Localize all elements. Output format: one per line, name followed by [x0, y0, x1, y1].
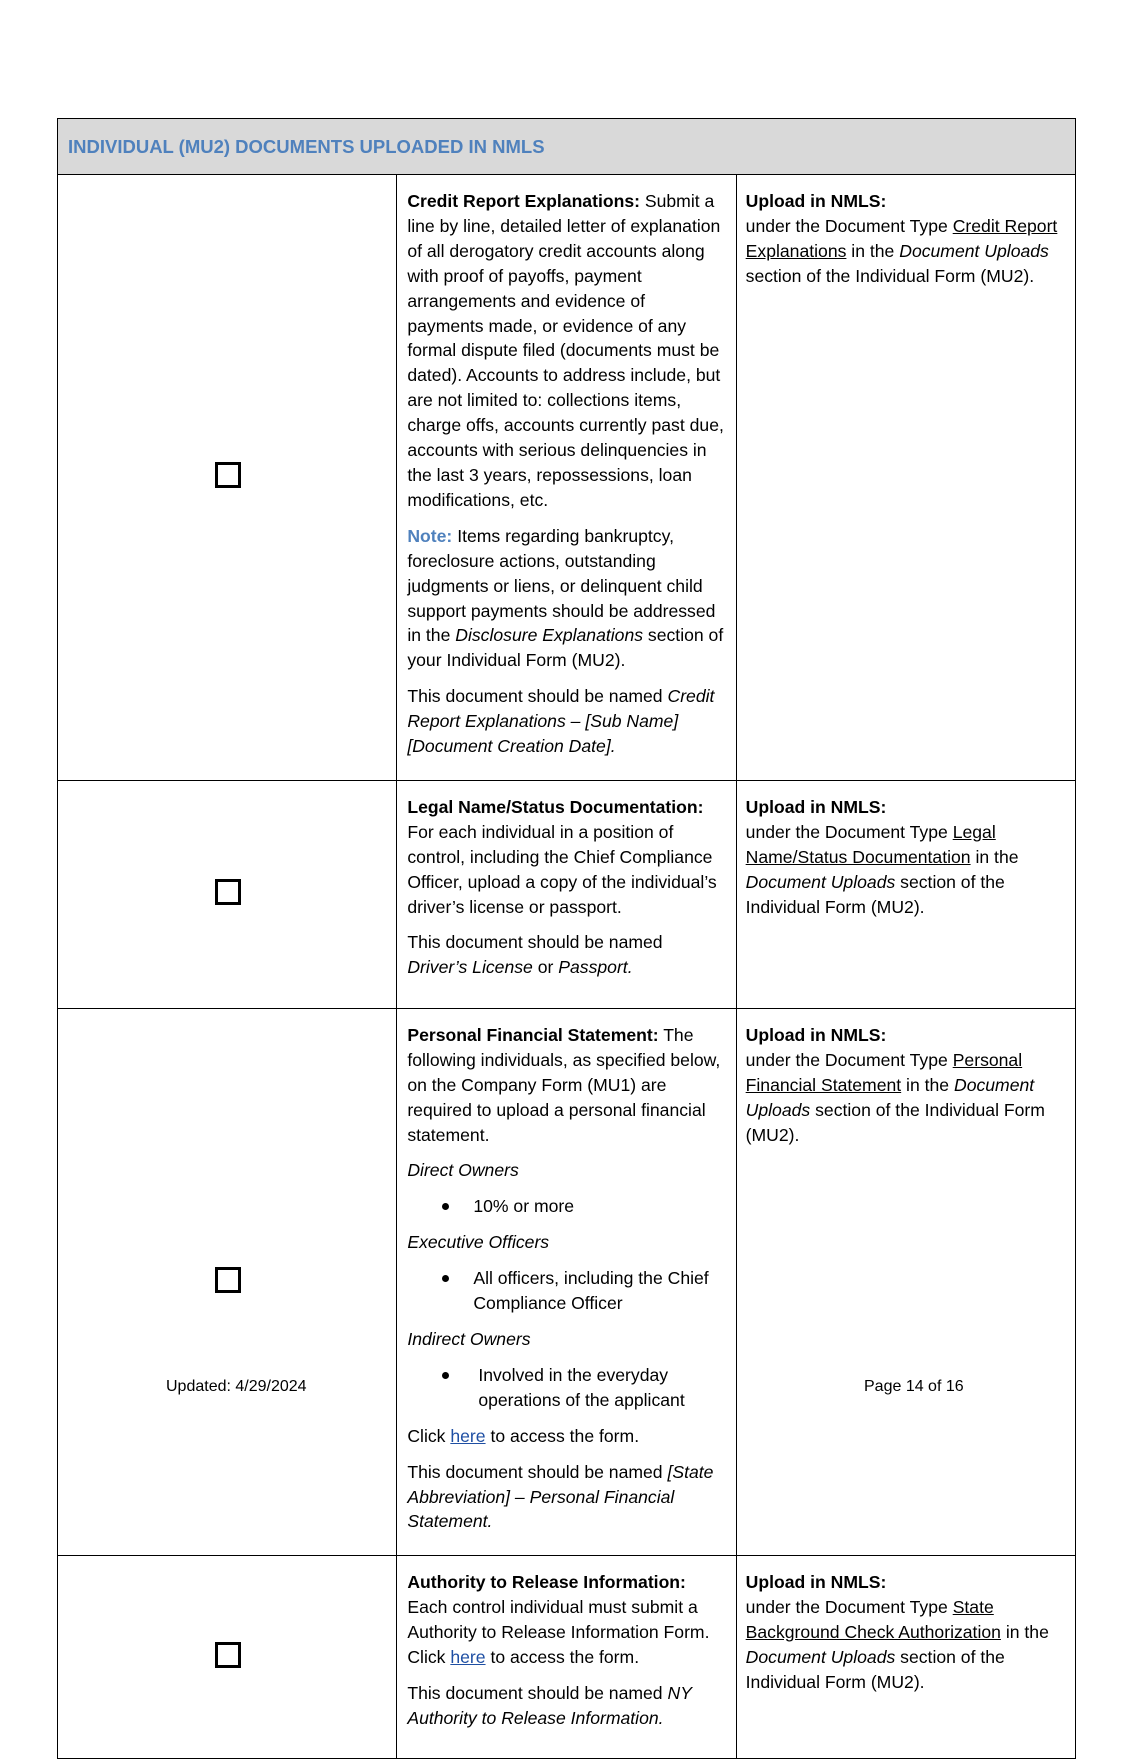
- form-link[interactable]: here: [450, 1425, 486, 1446]
- description-paragraph: [407, 1023, 725, 1148]
- description-cell: [397, 1556, 736, 1759]
- naming-prefix: This document should be named: [407, 1682, 663, 1703]
- naming-paragraph: [407, 1681, 725, 1731]
- list-item: 10% or more: [407, 1194, 725, 1219]
- upload-mid: in the: [1005, 1622, 1049, 1643]
- section-header-row: [58, 119, 1076, 175]
- table-row: [58, 1008, 1076, 1555]
- note-paragraph: [407, 524, 725, 673]
- item-body: The following individuals, as specified below, on the Company Form (MU1) are required to upload a personal financial statement.: [407, 1024, 721, 1145]
- document-name-alt: Passport.: [558, 957, 633, 978]
- description-paragraph: [407, 189, 725, 513]
- upload-mid: in the: [906, 1074, 950, 1095]
- item-heading: Credit Report Explanations:: [407, 191, 640, 211]
- upload-heading: Upload in NMLS:: [745, 191, 887, 211]
- upload-prefix: under the Document Type: [745, 1049, 948, 1070]
- item-body: For each individual in a position of control, including the Chief Compliance Officer, upload a copy of the individual’s driver’s license or passport.: [407, 821, 717, 917]
- note-text: Items regarding bankruptcy, foreclosure actions, outstanding judgments or liens, or delinquent child support payments should be addressed in the: [407, 525, 716, 646]
- upload-mid: in the: [851, 240, 895, 261]
- checkbox[interactable]: [215, 1267, 241, 1293]
- checkbox-cell: [58, 175, 397, 781]
- naming-prefix: This document should be named: [407, 932, 663, 953]
- naming-paragraph: [407, 684, 725, 759]
- naming-or: or: [537, 957, 554, 978]
- upload-cell: [736, 780, 1075, 1008]
- bullet-list: [407, 1363, 725, 1413]
- upload-suffix: section of the Individual Form (MU2).: [745, 1099, 1045, 1145]
- upload-cell: [736, 1556, 1075, 1759]
- table-row: [58, 780, 1076, 1008]
- upload-section: Document Uploads: [745, 1647, 896, 1668]
- click-suffix: to access the form.: [490, 1425, 640, 1446]
- list-item: Involved in the everyday operations of the applicant: [407, 1363, 725, 1413]
- note-text-end: section of your Individual Form (MU2).: [407, 625, 724, 671]
- click-prefix: Click: [407, 1425, 446, 1446]
- click-suffix: to access the form.: [490, 1647, 640, 1668]
- upload-cell: [736, 1008, 1075, 1555]
- checkbox[interactable]: [215, 1642, 241, 1668]
- form-link[interactable]: here: [450, 1647, 486, 1668]
- group-title-text: Indirect Owners: [407, 1329, 531, 1349]
- document-type: Credit Report Explanations: [745, 215, 1058, 261]
- click-paragraph: [407, 1424, 725, 1449]
- item-heading: Personal Financial Statement:: [407, 1024, 659, 1045]
- document-name: [State Abbreviation] – Personal Financial Statement.: [407, 1461, 714, 1532]
- page-number: Page 14 of 16: [864, 1378, 964, 1395]
- table-row: [58, 1556, 1076, 1759]
- upload-prefix: under the Document Type: [745, 821, 948, 842]
- upload-mid: in the: [975, 846, 1019, 867]
- document-type: Legal Name/Status Documentation: [745, 821, 996, 867]
- upload-prefix: under the Document Type: [745, 1597, 948, 1618]
- upload-section: Document Uploads: [745, 871, 896, 892]
- description-cell: [397, 1008, 736, 1555]
- document-name: Credit Report Explanations – [Sub Name] [Document Creation Date].: [407, 686, 715, 757]
- upload-section: Document Uploads: [899, 240, 1049, 261]
- upload-heading: Upload in NMLS:: [745, 1572, 887, 1593]
- document-name: NY Authority to Release Information.: [407, 1682, 692, 1728]
- checkbox-cell: [58, 780, 397, 1008]
- group-title-text: Direct Owners: [407, 1160, 519, 1181]
- checkbox-cell: [58, 1556, 397, 1759]
- bullet-list: [407, 1194, 725, 1219]
- naming-paragraph: [407, 1460, 725, 1535]
- section-title: INDIVIDUAL (MU2) DOCUMENTS UPLOADED IN NMLS: [58, 119, 1076, 175]
- table-row: [58, 175, 1076, 781]
- upload-prefix: under the Document Type: [745, 215, 948, 236]
- description-cell: [397, 780, 736, 1008]
- item-heading: Legal Name/Status Documentation:: [407, 796, 704, 817]
- item-body: Each control individual must submit a Authority to Release Information Form. Click: [407, 1597, 710, 1668]
- description-paragraph: [407, 1570, 725, 1670]
- upload-heading: Upload in NMLS:: [745, 796, 887, 817]
- group-title-text: Executive Officers: [407, 1232, 550, 1253]
- upload-heading: Upload in NMLS:: [745, 1024, 887, 1045]
- group-title: [407, 1158, 725, 1183]
- naming-paragraph: [407, 930, 725, 980]
- checkbox[interactable]: [215, 462, 241, 488]
- documents-table: [57, 118, 1076, 1759]
- document-type: State Background Check Authorization: [745, 1597, 1001, 1643]
- list-item: All officers, including the Chief Compliance Officer: [407, 1266, 725, 1316]
- upload-suffix: section of the Individual Form (MU2).: [745, 1647, 1005, 1692]
- item-body: Submit a line by line, detailed letter of explanation of all derogatory credit accounts along with proof of payoffs, payment arrangements and evidence of payments made, or evidence of any formal dispute filed (documents must be dated). Accounts to address include, but are not limited to: collections items, charge offs, accounts currently past due, accounts with serious delinquencies in the last 3 years, repossessions, loan modifications, etc.: [407, 191, 724, 510]
- group-title: [407, 1230, 725, 1255]
- group-title: [407, 1327, 725, 1352]
- document-name: Driver’s License: [407, 957, 533, 978]
- upload-section: Document Uploads: [745, 1074, 1035, 1120]
- description-cell: [397, 175, 736, 781]
- document-type: Personal Financial Statement: [745, 1049, 1023, 1095]
- updated-date: Updated: 4/29/2024: [166, 1378, 307, 1395]
- bullet-list: [407, 1266, 725, 1316]
- naming-prefix: This document should be named: [407, 686, 663, 707]
- checkbox-cell: [58, 1008, 397, 1555]
- note-italic: Disclosure Explanations: [455, 625, 644, 646]
- upload-suffix: section of the Individual Form (MU2).: [745, 265, 1035, 286]
- checkbox[interactable]: [215, 879, 241, 905]
- item-heading: Authority to Release Information:: [407, 1572, 686, 1593]
- naming-prefix: This document should be named: [407, 1461, 663, 1482]
- description-paragraph: [407, 795, 725, 920]
- upload-suffix: section of the Individual Form (MU2).: [745, 871, 1005, 917]
- note-label: Note:: [407, 525, 453, 546]
- upload-cell: [736, 175, 1075, 781]
